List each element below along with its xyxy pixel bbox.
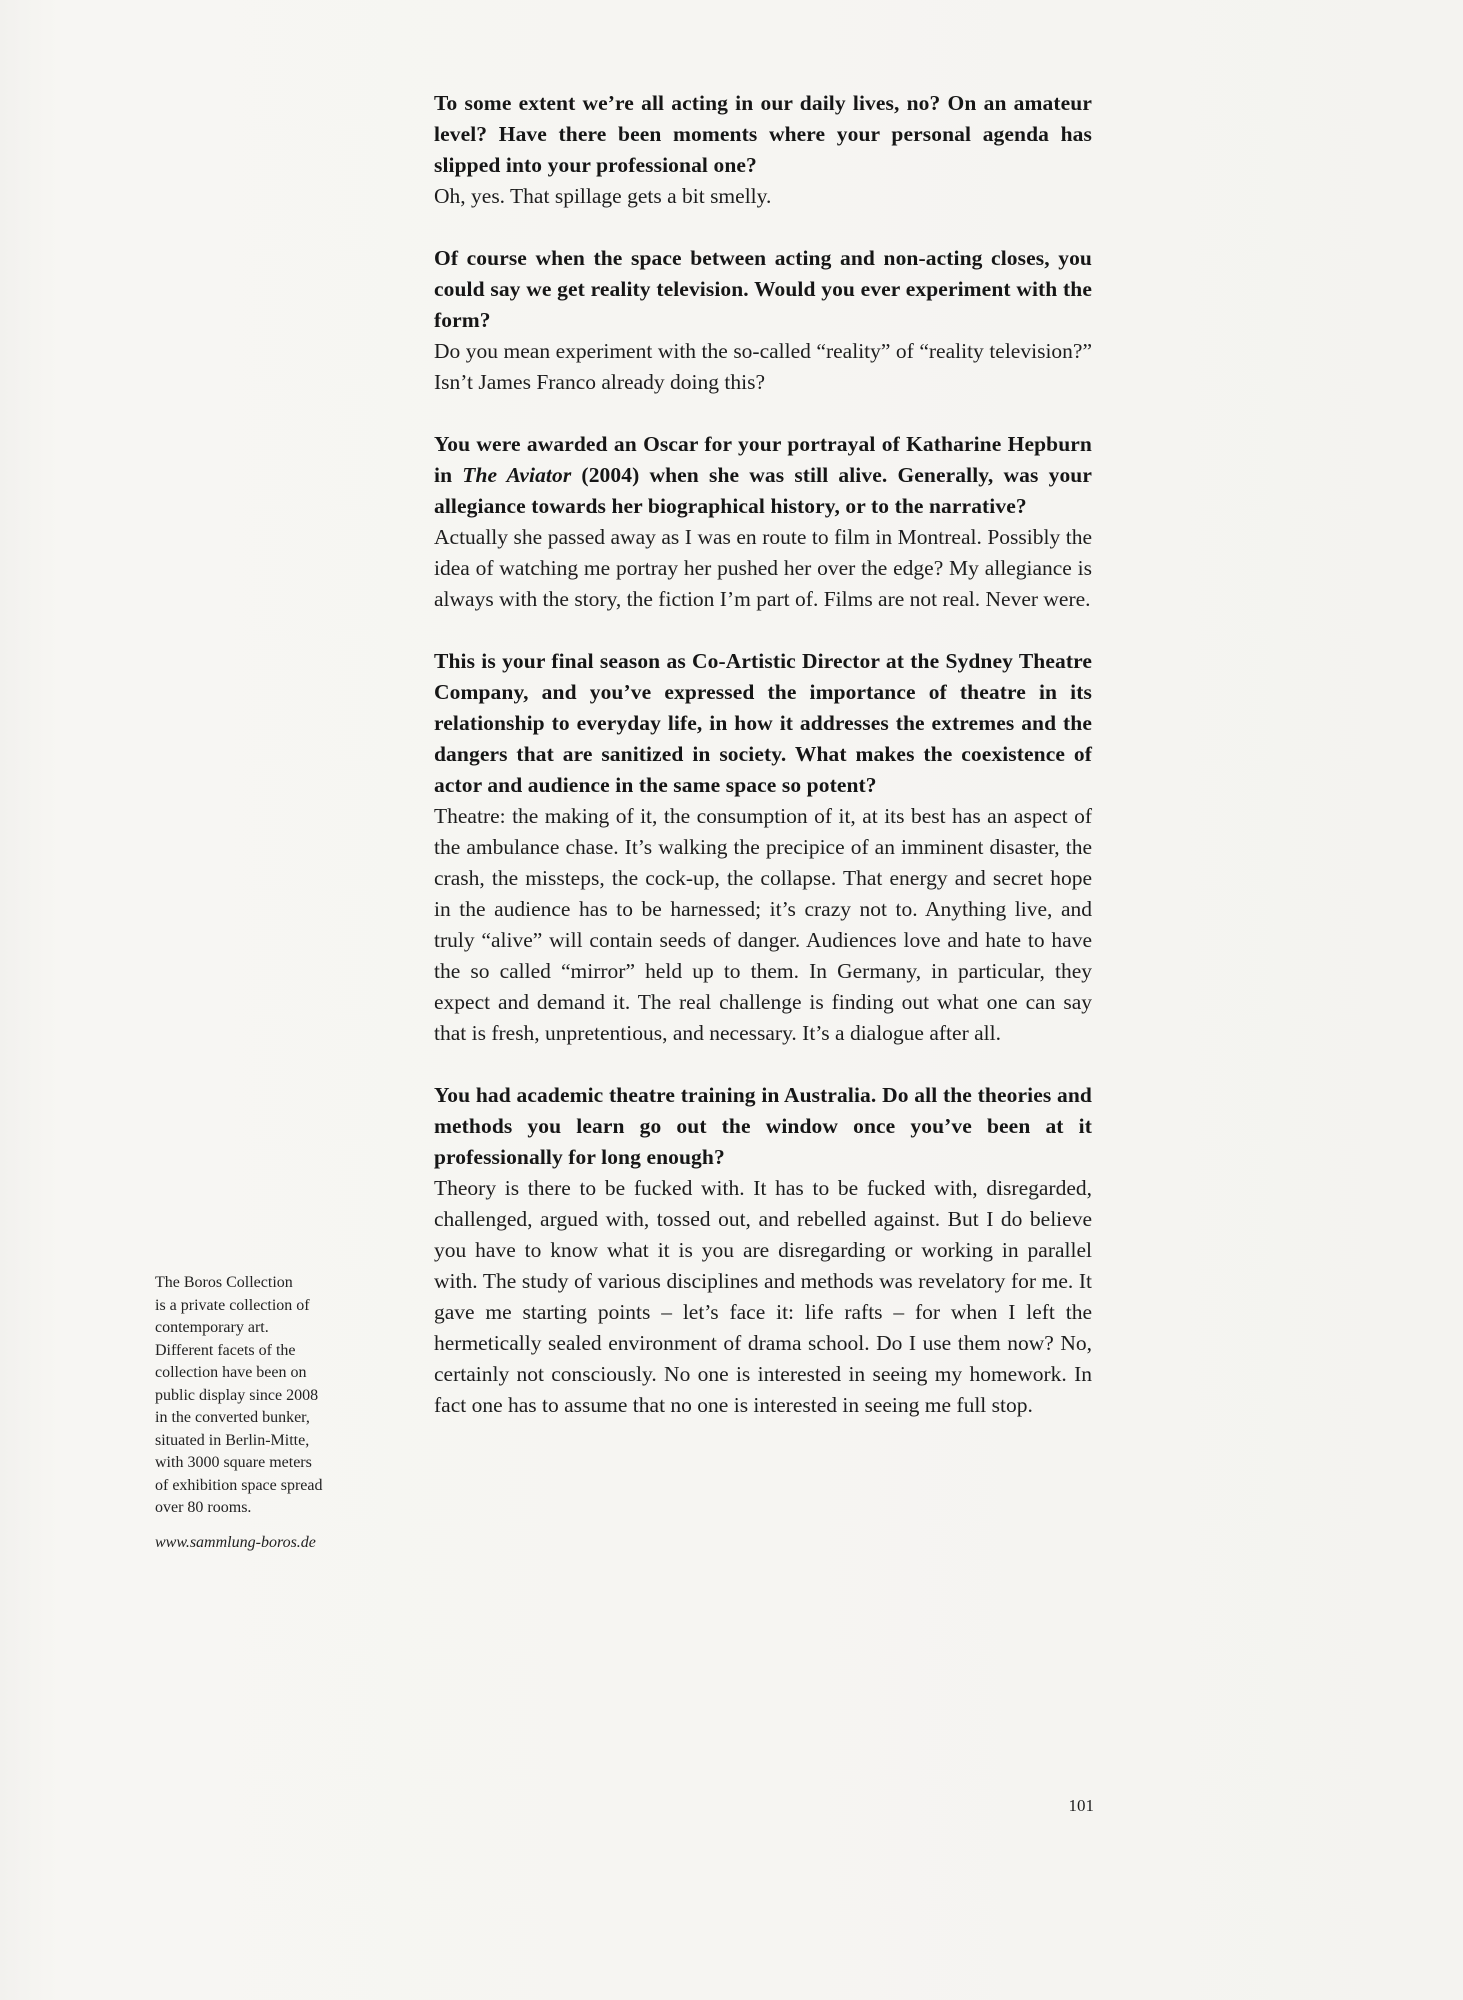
sidebar-note-line: public display since 2008	[155, 1386, 319, 1404]
sidebar-note-line: The Boros Collection	[155, 1274, 293, 1291]
interview-question	[434, 1080, 1092, 1173]
sidebar-note-line: with 3000 square meters	[155, 1454, 312, 1471]
qa-section	[434, 243, 1092, 398]
interview-answer: Theory is there to be fucked with. It has to be fucked with, disregarded, challenged, argued with, tossed out, and rebelled against. But I do believe you have to know what it is you are disregarding or working in parallel with. The study of various disciplines and methods was revelatory for me. It gave me starting points – let’s face it: life rafts – for when I left the hermetically sealed environment of drama school. Do I use them now? No, certainly not consciously. No one is interested in seeing my homework. In fact one has to assume that no one is interested in seeing me full stop.	[434, 1176, 1092, 1417]
sidebar-link: www.sammlung-boros.de	[155, 1533, 316, 1551]
interview-answer: Do you mean experiment with the so-called “reality” of “reality television?” Isn’t James Franco already doing this?	[434, 339, 1092, 394]
sidebar-note-text	[155, 1272, 355, 1520]
interview-answer: Theatre: the making of it, the consumption of it, at its best has an aspect of the ambulance chase. It’s walking the precipice of an imminent disaster, the crash, the missteps, the cock-up, the collapse. That energy and secret hope in the audience has to be harnessed; it’s crazy not to. Anything live, and truly “alive” will contain seeds of danger. Audiences love and hate to have the so called “mirror” held up to them. In Germany, in particular, they expect and demand it. The real challenge is finding out what one can say that is fresh, unpretentious, and necessary. It’s a dialogue after all.	[434, 804, 1092, 1045]
qa-section	[434, 429, 1092, 615]
interview-question	[434, 429, 1092, 522]
interview-answer: Actually she passed away as I was en route to film in Montreal. Possibly the idea of watching me portray her pushed her over the edge? My allegiance is always with the story, the fiction I’m part of. Films are not real. Never were.	[434, 525, 1092, 611]
interview-column	[434, 88, 1092, 1421]
question-text: This is your final season as Co-Artistic Director at the Sydney Theatre Company, and you’ve expressed the importance of theatre in its relationship to everyday life, in how it addresses the extremes and the dangers that are sanitized in society. What makes the coexistence of actor and audience in the same space so potent?	[434, 649, 1092, 797]
question-text: You had academic theatre training in Australia. Do all the theories and methods you learn go out the window once you’ve been at it professionally for long enough?	[434, 1083, 1092, 1169]
question-text-italic: The Aviator	[462, 463, 572, 487]
sidebar-note-line: over 80 rooms.	[155, 1499, 252, 1516]
question-text: Of course when the space between acting and non-acting closes, you could say we get reality television. Would you ever experiment with the form?	[434, 246, 1092, 332]
sidebar-note	[155, 1272, 355, 1554]
sidebar-note-line: is a private collection of	[155, 1296, 310, 1314]
question-text: (2004) when she was still alive. Generally, was your allegiance towards her biographical history, or to the narrative?	[434, 463, 1092, 518]
page-number: 101	[1068, 1796, 1094, 1815]
sidebar-note-line: of exhibition space spread	[155, 1476, 323, 1494]
sidebar-note-line: in the converted bunker,	[155, 1409, 310, 1426]
question-text: You were awarded an Oscar for your portrayal of Katharine Hepburn in	[434, 432, 1092, 487]
interview-answer: Oh, yes. That spillage gets a bit smelly.	[434, 184, 772, 208]
interview-question	[434, 88, 1092, 181]
qa-section	[434, 88, 1092, 212]
question-text: To some extent we’re all acting in our daily lives, no? On an amateur level? Have there been moments where your personal agenda has slipped into your professional one?	[434, 91, 1092, 177]
qa-section	[434, 1080, 1092, 1421]
qa-section	[434, 646, 1092, 1049]
sidebar-note-line: Different facets of the	[155, 1341, 296, 1359]
interview-question	[434, 646, 1092, 801]
interview-question	[434, 243, 1092, 336]
sidebar-note-line: collection have been on	[155, 1364, 307, 1381]
sidebar-note-line: contemporary art.	[155, 1319, 269, 1336]
sidebar-note-line: situated in Berlin-Mitte,	[155, 1431, 310, 1449]
